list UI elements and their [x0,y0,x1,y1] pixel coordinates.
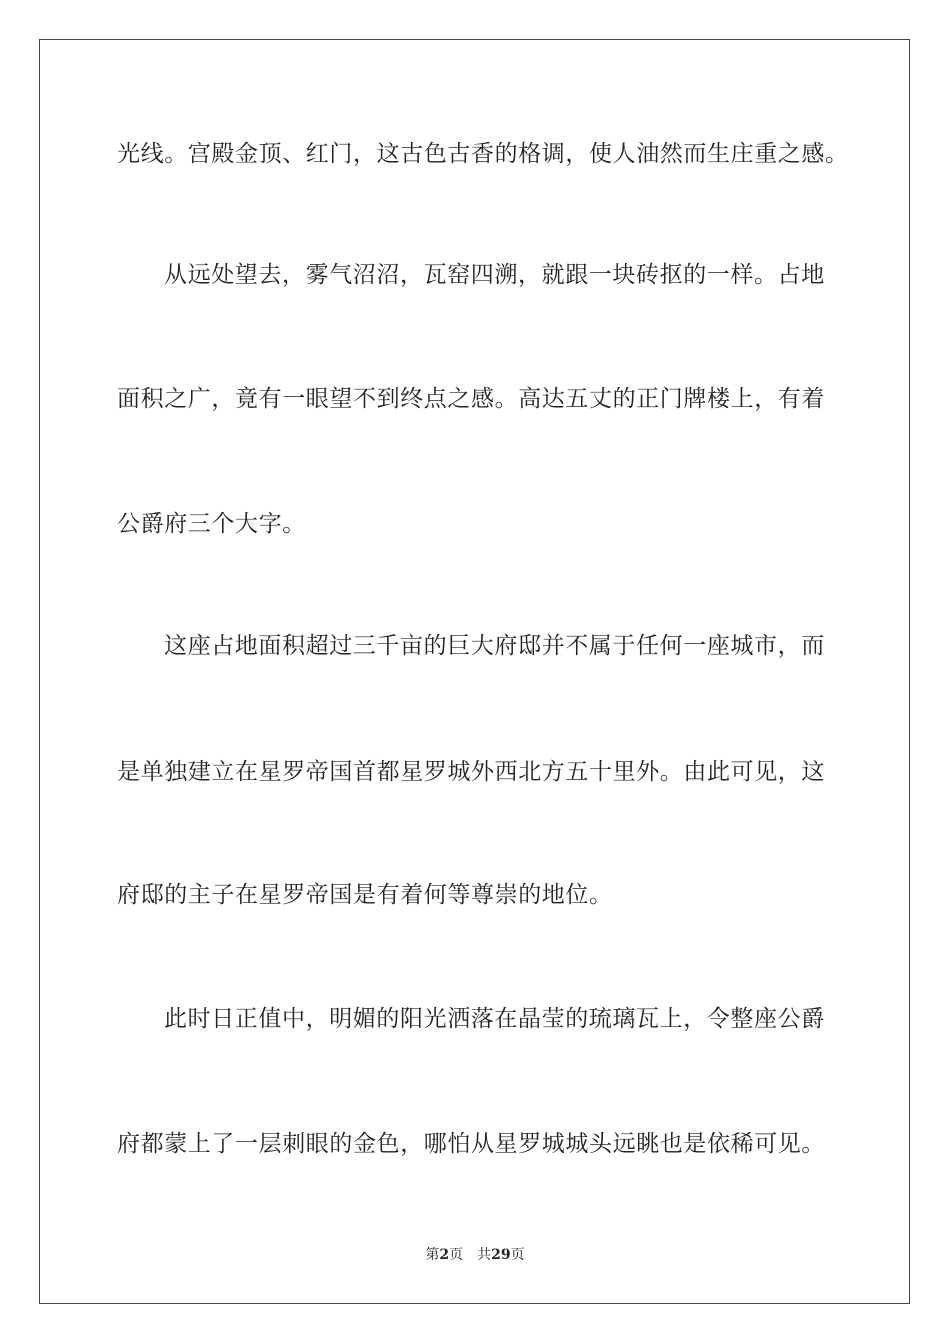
page-footer [0,1245,950,1265]
text-line-9: 府都蒙上了一层刺眼的金色，哪怕从星罗城城头远眺也是依稀可见。 [117,1131,825,1157]
text-line-3: 面积之广，竟有一眼望不到终点之感。高达五丈的正门牌楼上，有着 [117,386,825,412]
total-prefix: 共 [477,1247,492,1263]
text-line-2: 从远处望去，雾气沼沼，瓦窑四溯，就跟一块砖抠的一样。占地 [164,262,825,288]
text-line-5: 这座占地面积超过三千亩的巨大府邸并不属于任何一座城市，而 [164,633,825,659]
text-line-8: 此时日正值中，明媚的阳光洒落在晶莹的琉璃瓦上，令整座公爵 [164,1006,825,1032]
text-line-4: 公爵府三个大字。 [117,511,306,537]
text-line-6: 是单独建立在星罗帝国首都星罗城外西北方五十里外。由此可见，这 [117,759,825,785]
total-suffix: 页 [510,1247,525,1263]
total-pages: 29 [491,1247,511,1263]
text-line-1: 光线。宫殿金顶、红门，这古色古香的格调，使人油然而生庄重之感。 [117,141,849,167]
page-border [39,39,910,1304]
text-line-7: 府邸的主子在星罗帝国是有着何等尊崇的地位。 [117,882,613,908]
page-suffix: 页 [449,1247,464,1263]
page-number: 2 [439,1247,450,1263]
page-prefix: 第 [425,1247,440,1263]
